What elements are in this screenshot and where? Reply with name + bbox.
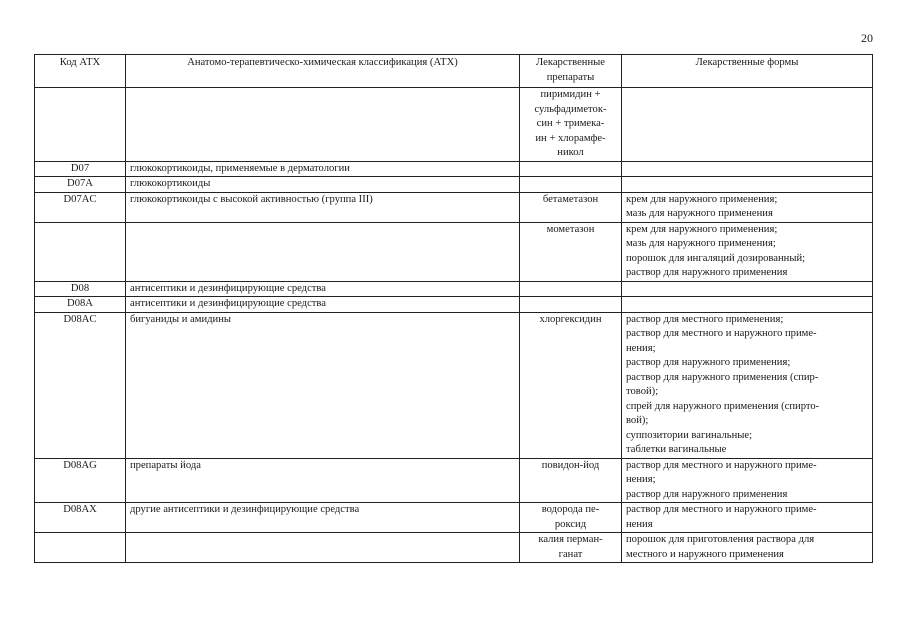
- dosage-form-line: местного и наружного применения: [626, 548, 784, 560]
- table-row: [35, 533, 873, 563]
- drug-line: син + тримека-: [536, 118, 605, 129]
- dosage-form-line: раствор для наружного применения (спир-: [626, 371, 819, 383]
- dosage-form-line: крем для наружного применения;: [626, 193, 778, 205]
- table-row: [35, 222, 873, 281]
- table-row: [35, 458, 873, 503]
- drug-cell: [520, 88, 622, 162]
- drug-cell: [520, 297, 622, 313]
- dosage-form-line: нения;: [626, 474, 656, 485]
- table-row: [35, 312, 873, 458]
- dosage-form-line: порошок для ингаляций дозированный;: [626, 252, 806, 264]
- classification-cell: [126, 222, 520, 281]
- atx-code-cell: D07: [35, 161, 126, 177]
- drug-cell: [520, 281, 622, 297]
- dosage-forms-cell: [622, 88, 873, 162]
- dosage-form-line: порошок для приготовления раствора для: [626, 534, 815, 545]
- atx-code-cell: D08: [35, 281, 126, 297]
- drug-cell: [520, 503, 622, 533]
- drug-cell: [520, 222, 622, 281]
- classification-cell: [126, 533, 520, 563]
- table-header-row: [35, 55, 873, 88]
- drug-line: хлоргексидин: [539, 313, 602, 325]
- drug-line: роксид: [554, 518, 587, 530]
- dosage-forms-cell: [622, 222, 873, 281]
- drug-cell: [520, 458, 622, 503]
- drug-line: ганат: [558, 548, 583, 560]
- dosage-forms-cell: [622, 177, 873, 193]
- drug-line: мометазон: [546, 223, 595, 235]
- atx-code-cell: D08A: [35, 297, 126, 313]
- dosage-form-line: раствор для наружного применения: [626, 488, 788, 500]
- dosage-form-line: раствор для местного применения;: [626, 313, 784, 325]
- table-row: [35, 161, 873, 177]
- header-drugs: Лекарственные препараты: [520, 55, 622, 88]
- table-row: [35, 177, 873, 193]
- classification-cell: препараты йода: [126, 458, 520, 503]
- drug-line: пиримидин +: [540, 89, 601, 100]
- dosage-form-line: нения: [626, 518, 653, 530]
- drug-line: калия перман-: [538, 534, 603, 545]
- classification-cell: [126, 88, 520, 162]
- classification-cell: глюкокортикоиды: [126, 177, 520, 193]
- dosage-forms-cell: [622, 192, 873, 222]
- dosage-form-line: раствор для местного и наружного приме-: [626, 459, 817, 471]
- drug-line: никол: [557, 147, 584, 158]
- drug-line: ин + хлорамфе-: [535, 132, 606, 144]
- dosage-form-line: вой);: [626, 415, 649, 426]
- dosage-form-line: мазь для наружного применения;: [626, 238, 776, 249]
- classification-cell: другие антисептики и дезинфицирующие средства: [126, 503, 520, 533]
- atx-classification-table: [34, 54, 873, 563]
- atx-code-cell: D08AX: [35, 503, 126, 533]
- drug-cell: [520, 192, 622, 222]
- drug-line: повидон-йод: [541, 459, 600, 471]
- atx-code-cell: [35, 222, 126, 281]
- dosage-form-line: раствор для наружного применения;: [626, 357, 791, 368]
- drug-cell: [520, 177, 622, 193]
- table-row: [35, 503, 873, 533]
- dosage-form-line: раствор для местного и наружного приме-: [626, 328, 817, 339]
- dosage-form-line: крем для наружного применения;: [626, 223, 778, 235]
- dosage-form-line: раствор для наружного применения: [626, 267, 788, 278]
- drug-line: водорода пе-: [541, 504, 600, 515]
- atx-code-cell: D07A: [35, 177, 126, 193]
- dosage-forms-cell: [622, 503, 873, 533]
- header-classification: Анатомо-терапевтическо-химическая классификация (АТХ): [126, 55, 520, 88]
- dosage-forms-cell: [622, 297, 873, 313]
- classification-cell: глюкокортикоиды, применяемые в дерматологии: [126, 161, 520, 177]
- classification-cell: бигуаниды и амидины: [126, 312, 520, 458]
- dosage-form-line: раствор для местного и наружного приме-: [626, 504, 817, 515]
- dosage-forms-cell: [622, 533, 873, 563]
- atx-code-cell: D08AG: [35, 458, 126, 503]
- classification-cell: глюкокортикоиды с высокой активностью (группа III): [126, 192, 520, 222]
- table-row: [35, 281, 873, 297]
- atx-code-cell: D07AC: [35, 192, 126, 222]
- drug-cell: [520, 533, 622, 563]
- classification-cell: антисептики и дезинфицирующие средства: [126, 281, 520, 297]
- table-row: [35, 297, 873, 313]
- dosage-form-line: таблетки вагинальные: [626, 444, 727, 455]
- dosage-form-line: мазь для наружного применения: [626, 208, 773, 219]
- atx-code-cell: D08AC: [35, 312, 126, 458]
- atx-code-cell: [35, 533, 126, 563]
- dosage-form-line: спрей для наружного применения (спирто-: [626, 400, 820, 412]
- dosage-forms-cell: [622, 281, 873, 297]
- dosage-form-line: нения;: [626, 342, 656, 354]
- dosage-forms-cell: [622, 161, 873, 177]
- drug-cell: [520, 161, 622, 177]
- drug-cell: [520, 312, 622, 458]
- dosage-form-line: суппозитории вагинальные;: [626, 429, 753, 441]
- atx-code-cell: [35, 88, 126, 162]
- drug-line: бетаметазон: [542, 193, 599, 205]
- drug-line: сульфадиметок-: [534, 103, 607, 115]
- header-dosage-forms: Лекарственные формы: [622, 55, 873, 88]
- page-number: 20: [861, 31, 873, 45]
- dosage-form-line: товой);: [626, 386, 659, 397]
- header-atx-code: Код АТХ: [35, 55, 126, 88]
- table-row: [35, 88, 873, 162]
- dosage-forms-cell: [622, 312, 873, 458]
- dosage-forms-cell: [622, 458, 873, 503]
- table-row: [35, 192, 873, 222]
- table-body: [35, 88, 873, 563]
- classification-cell: антисептики и дезинфицирующие средства: [126, 297, 520, 313]
